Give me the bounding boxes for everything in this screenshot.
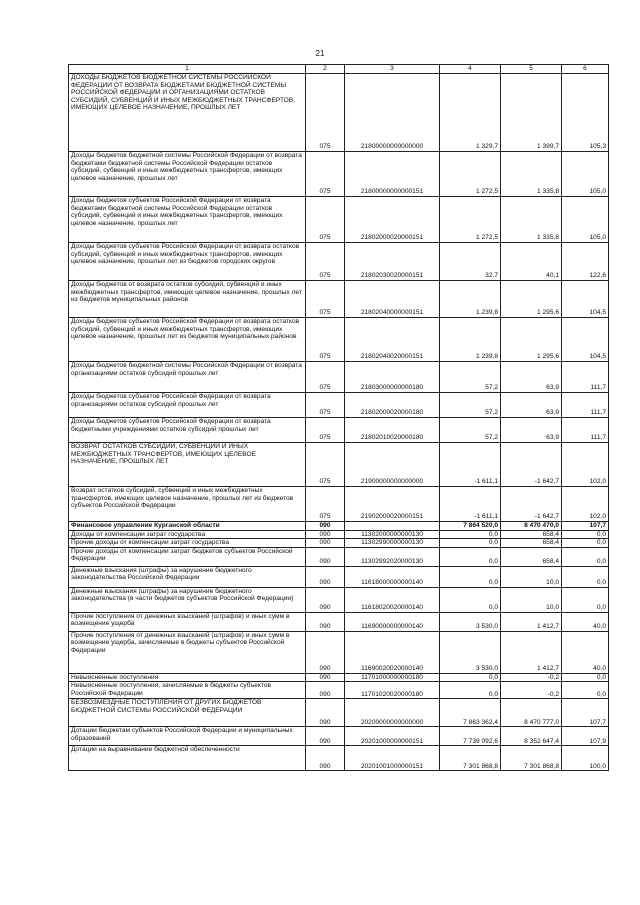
- row-percent: 0,0: [562, 530, 609, 539]
- row-kbk: 11690020020000140: [345, 631, 440, 673]
- row-kbk: 21900000000000000: [345, 443, 440, 487]
- row-code: 075: [306, 487, 345, 522]
- row-plan: 0,0: [440, 682, 501, 699]
- table-row: [69, 547, 609, 566]
- row-kbk: 11302000000000130: [345, 530, 440, 539]
- row-plan: 57,2: [440, 393, 501, 418]
- table-row: [69, 612, 609, 631]
- row-actual: 10,0: [501, 587, 562, 612]
- row-code: 090: [306, 682, 345, 699]
- row-plan: 1 239,8: [440, 281, 501, 318]
- row-code: 090: [306, 566, 345, 587]
- row-actual: 1 295,6: [501, 318, 562, 362]
- row-kbk: [345, 522, 440, 531]
- row-actual: 63,9: [501, 418, 562, 443]
- row-actual: 8 470 777,0: [501, 699, 562, 727]
- row-kbk: 21902000020000151: [345, 487, 440, 522]
- row-kbk: 20201001000000151: [345, 746, 440, 771]
- row-actual: 658,4: [501, 547, 562, 566]
- row-kbk: 21800000000000000: [345, 74, 440, 152]
- row-name: Прочие поступления от денежных взысканий (штрафов) и иных сумм в возмещение ущерба: [69, 612, 306, 631]
- row-plan: 3 530,0: [440, 612, 501, 631]
- row-name: БЕЗВОЗМЕЗДНЫЕ ПОСТУПЛЕНИЯ ОТ ДРУГИХ БЮДЖЕТОВ БЮДЖЕТНОЙ СИСТЕМЫ РОССИЙСКОЙ ФЕДЕРАЦИИ: [69, 699, 306, 727]
- row-percent: 100,0: [562, 746, 609, 771]
- row-plan: 7 864 520,0: [440, 522, 501, 531]
- row-code: 090: [306, 673, 345, 682]
- row-code: 090: [306, 530, 345, 539]
- row-actual: 1 335,8: [501, 152, 562, 197]
- header-cell: 5: [501, 65, 562, 74]
- row-actual: -0,2: [501, 682, 562, 699]
- row-percent: 111,7: [562, 393, 609, 418]
- row-name: Доходы бюджетов от возврата остатков субсидий, субвенций и иных межбюджетных трансфертов, имеющих целевое назначение, прошлых лет из бюджетов муниципальных районов: [69, 281, 306, 318]
- row-name: Невыясненные поступления, зачисляемые в бюджеты субъектов Российской Федерации: [69, 682, 306, 699]
- row-actual: 1 412,7: [501, 612, 562, 631]
- row-percent: 0,0: [562, 587, 609, 612]
- row-actual: 1 412,7: [501, 631, 562, 673]
- row-percent: 0,0: [562, 539, 609, 548]
- row-code: 090: [306, 522, 345, 531]
- row-code: 075: [306, 197, 345, 243]
- row-actual: -1 642,7: [501, 487, 562, 522]
- row-actual: 63,9: [501, 393, 562, 418]
- header-cell: 4: [440, 65, 501, 74]
- row-percent: 104,5: [562, 318, 609, 362]
- row-plan: 57,2: [440, 362, 501, 393]
- row-percent: 111,7: [562, 418, 609, 443]
- table-row: [69, 673, 609, 682]
- table-row: [69, 682, 609, 699]
- row-code: 075: [306, 152, 345, 197]
- table-row: [69, 566, 609, 587]
- row-kbk: 21802000020000180: [345, 393, 440, 418]
- row-actual: 40,1: [501, 243, 562, 281]
- row-percent: 0,0: [562, 566, 609, 587]
- row-name: Денежные взыскания (штрафы) за нарушение бюджетного законодательства (в части бюджетов субъектов Российской Федерации): [69, 587, 306, 612]
- row-kbk: 11618020020000140: [345, 587, 440, 612]
- table-row: [69, 746, 609, 771]
- table-row: [69, 74, 609, 152]
- row-actual: -1 642,7: [501, 443, 562, 487]
- row-plan: 0,0: [440, 539, 501, 548]
- table-row: [69, 539, 609, 548]
- row-name: Прочие поступления от денежных взысканий (штрафов) и иных сумм в возмещение ущерба, зачисляемые в бюджеты субъектов Российской Федерации: [69, 631, 306, 673]
- row-actual: 1 335,8: [501, 197, 562, 243]
- row-plan: 7 863 362,4: [440, 699, 501, 727]
- row-percent: 111,7: [562, 362, 609, 393]
- header-cell: 3: [345, 65, 440, 74]
- row-code: 075: [306, 362, 345, 393]
- row-kbk: 21800000000000151: [345, 152, 440, 197]
- row-kbk: 21803000000000180: [345, 362, 440, 393]
- row-actual: 8 470 470,0: [501, 522, 562, 531]
- table-row: [69, 152, 609, 197]
- row-plan: 1 272,5: [440, 152, 501, 197]
- row-percent: 40,0: [562, 631, 609, 673]
- row-name: Доходы бюджетов субъектов Российской Федерации от возврата остатков субсидий, субвенций и иных межбюджетных трансфертов, имеющих целевое назначение, прошлых лет из бюджетов муниципальных районов: [69, 318, 306, 362]
- row-kbk: 11701000000000180: [345, 673, 440, 682]
- row-name: Дотации на выравнивание бюджетной обеспеченности: [69, 746, 306, 771]
- table-row: [69, 418, 609, 443]
- row-name: Доходы бюджетов бюджетной системы Российской Федерации от возврата бюджетами бюджетной системы Российской Федерации остатков субсидий, субвенций и иных межбюджетных трансфертов, имеющих целевое назначение, прошлых лет: [69, 152, 306, 197]
- row-plan: 1 329,7: [440, 74, 501, 152]
- table-row: [69, 362, 609, 393]
- row-percent: 102,0: [562, 443, 609, 487]
- row-code: 090: [306, 612, 345, 631]
- row-code: 075: [306, 393, 345, 418]
- table-row: [69, 443, 609, 487]
- page-number: 21: [315, 49, 325, 58]
- table-row: [69, 243, 609, 281]
- row-name: Невыясненные поступления: [69, 673, 306, 682]
- row-name: ДОХОДЫ БЮДЖЕТОВ БЮДЖЕТНОЙ СИСТЕМЫ РОССИЙСКОЙ ФЕДЕРАЦИИ ОТ ВОЗВРАТА БЮДЖЕТАМИ БЮДЖЕТНОЙ СИСТЕМЫ РОССИЙСКОЙ ФЕДЕРАЦИИ И ОРГАНИЗАЦИЯМИ ОСТАТКОВ СУБСИДИЙ, СУБВЕНЦИЙ И ИНЫХ МЕЖБЮДЖЕТНЫХ ТРАНСФЕРТОВ, ИМЕЮЩИХ ЦЕЛЕВОЕ НАЗНАЧЕНИЕ, ПРОШЛЫХ ЛЕТ: [69, 74, 306, 152]
- row-plan: 0,0: [440, 547, 501, 566]
- row-code: 090: [306, 727, 345, 746]
- row-kbk: 21802010020000180: [345, 418, 440, 443]
- row-code: 090: [306, 587, 345, 612]
- row-kbk: 20200000000000000: [345, 699, 440, 727]
- table-row: [69, 487, 609, 522]
- row-percent: 107,7: [562, 699, 609, 727]
- row-name: Финансовое управление Курганской области: [69, 522, 306, 531]
- row-plan: 57,2: [440, 418, 501, 443]
- row-plan: 3 530,0: [440, 631, 501, 673]
- row-plan: 0,0: [440, 530, 501, 539]
- row-actual: 1 295,6: [501, 281, 562, 318]
- row-plan: 7 301 868,8: [440, 746, 501, 771]
- row-code: 075: [306, 318, 345, 362]
- table-row: [69, 530, 609, 539]
- row-code: 075: [306, 281, 345, 318]
- row-plan: 1 239,8: [440, 318, 501, 362]
- revenue-table: [68, 64, 609, 771]
- row-name: Доходы бюджетов бюджетной системы Российской Федерации от возврата организациями остатков субсидий прошлых лет: [69, 362, 306, 393]
- row-name: Прочие доходы от компенсации затрат государства: [69, 539, 306, 548]
- table-row: [69, 699, 609, 727]
- row-percent: 40,0: [562, 612, 609, 631]
- row-name: Доходы от компенсации затрат государства: [69, 530, 306, 539]
- row-name: Доходы бюджетов субъектов Российской Федерации от возврата бюджетными учреждениями остатков субсидий прошлых лет: [69, 418, 306, 443]
- table-row: [69, 393, 609, 418]
- row-percent: 107,9: [562, 727, 609, 746]
- row-actual: 63,9: [501, 362, 562, 393]
- row-percent: 122,6: [562, 243, 609, 281]
- row-plan: -1 611,1: [440, 443, 501, 487]
- row-percent: 105,0: [562, 152, 609, 197]
- row-percent: 105,3: [562, 74, 609, 152]
- row-actual: 658,4: [501, 539, 562, 548]
- row-plan: 7 739 092,6: [440, 727, 501, 746]
- row-kbk: 11690000000000140: [345, 612, 440, 631]
- row-actual: 8 352 647,4: [501, 727, 562, 746]
- row-name: Дотации бюджетам субъектов Российской Федерации и муниципальных образований: [69, 727, 306, 746]
- header-cell: 6: [562, 65, 609, 74]
- row-percent: 102,0: [562, 487, 609, 522]
- table-row: [69, 522, 609, 531]
- row-percent: 107,7: [562, 522, 609, 531]
- row-name: Возврат остатков субсидий, субвенций и иных межбюджетных трансфертов, имеющих целевое назначение, прошлых лет из бюджетов субъектов Российской Федерации: [69, 487, 306, 522]
- row-plan: 32,7: [440, 243, 501, 281]
- row-actual: 10,0: [501, 566, 562, 587]
- row-kbk: 11302992020000130: [345, 547, 440, 566]
- row-percent: 104,5: [562, 281, 609, 318]
- header-cell: 2: [306, 65, 345, 74]
- header-row: [69, 65, 609, 74]
- row-code: 090: [306, 539, 345, 548]
- table-row: [69, 587, 609, 612]
- row-code: 075: [306, 74, 345, 152]
- table-row: [69, 318, 609, 362]
- row-actual: -0,2: [501, 673, 562, 682]
- row-name: ВОЗВРАТ ОСТАТКОВ СУБСИДИЙ, СУБВЕНЦИЙ И ИНЫХ МЕЖБЮДЖЕТНЫХ ТРАНСФЕРТОВ, ИМЕЮЩИХ ЦЕЛЕВОЕ НАЗНАЧЕНИЕ, ПРОШЛЫХ ЛЕТ: [69, 443, 306, 487]
- row-kbk: 11302990000000130: [345, 539, 440, 548]
- row-percent: 105,0: [562, 197, 609, 243]
- row-kbk: 11701020020000180: [345, 682, 440, 699]
- row-plan: 0,0: [440, 566, 501, 587]
- row-plan: 1 272,5: [440, 197, 501, 243]
- row-kbk: 20201000000000151: [345, 727, 440, 746]
- row-code: 090: [306, 699, 345, 727]
- header-cell: 1: [69, 65, 306, 74]
- row-actual: 658,4: [501, 530, 562, 539]
- table-row: [69, 631, 609, 673]
- table-row: [69, 727, 609, 746]
- row-kbk: 21802000020000151: [345, 197, 440, 243]
- row-code: 090: [306, 746, 345, 771]
- row-actual: 1 399,7: [501, 74, 562, 152]
- row-name: Доходы бюджетов субъектов Российской Федерации от возврата организациями остатков субсидий прошлых лет: [69, 393, 306, 418]
- row-code: 090: [306, 631, 345, 673]
- row-code: 075: [306, 443, 345, 487]
- table-row: [69, 281, 609, 318]
- row-code: 075: [306, 418, 345, 443]
- row-percent: 0,0: [562, 682, 609, 699]
- row-code: 090: [306, 547, 345, 566]
- row-name: Денежные взыскания (штрафы) за нарушение бюджетного законодательства Российской Федерации: [69, 566, 306, 587]
- row-plan: 0,0: [440, 587, 501, 612]
- table-row: [69, 197, 609, 243]
- row-percent: 0,0: [562, 673, 609, 682]
- row-name: Доходы бюджетов субъектов Российской Федерации от возврата бюджетами бюджетной системы Российской Федерации остатков субсидий, субвенций и иных межбюджетных трансфертов, имеющих целевое назначение, прошлых лет: [69, 197, 306, 243]
- row-plan: 0,0: [440, 673, 501, 682]
- row-kbk: 11618000000000140: [345, 566, 440, 587]
- row-code: 075: [306, 243, 345, 281]
- row-kbk: 21802040020000151: [345, 318, 440, 362]
- row-kbk: 21802040000000151: [345, 281, 440, 318]
- row-kbk: 21802030020000151: [345, 243, 440, 281]
- row-percent: 0,0: [562, 547, 609, 566]
- row-name: Прочие доходы от компенсации затрат бюджетов субъектов Российской Федерации: [69, 547, 306, 566]
- row-plan: -1 611,1: [440, 487, 501, 522]
- row-actual: 7 301 868,8: [501, 746, 562, 771]
- row-name: Доходы бюджетов субъектов Российской Федерации от возврата остатков субсидий, субвенций и иных межбюджетных трансфертов, имеющих целевое назначение, прошлых лет из бюджетов городских округов: [69, 243, 306, 281]
